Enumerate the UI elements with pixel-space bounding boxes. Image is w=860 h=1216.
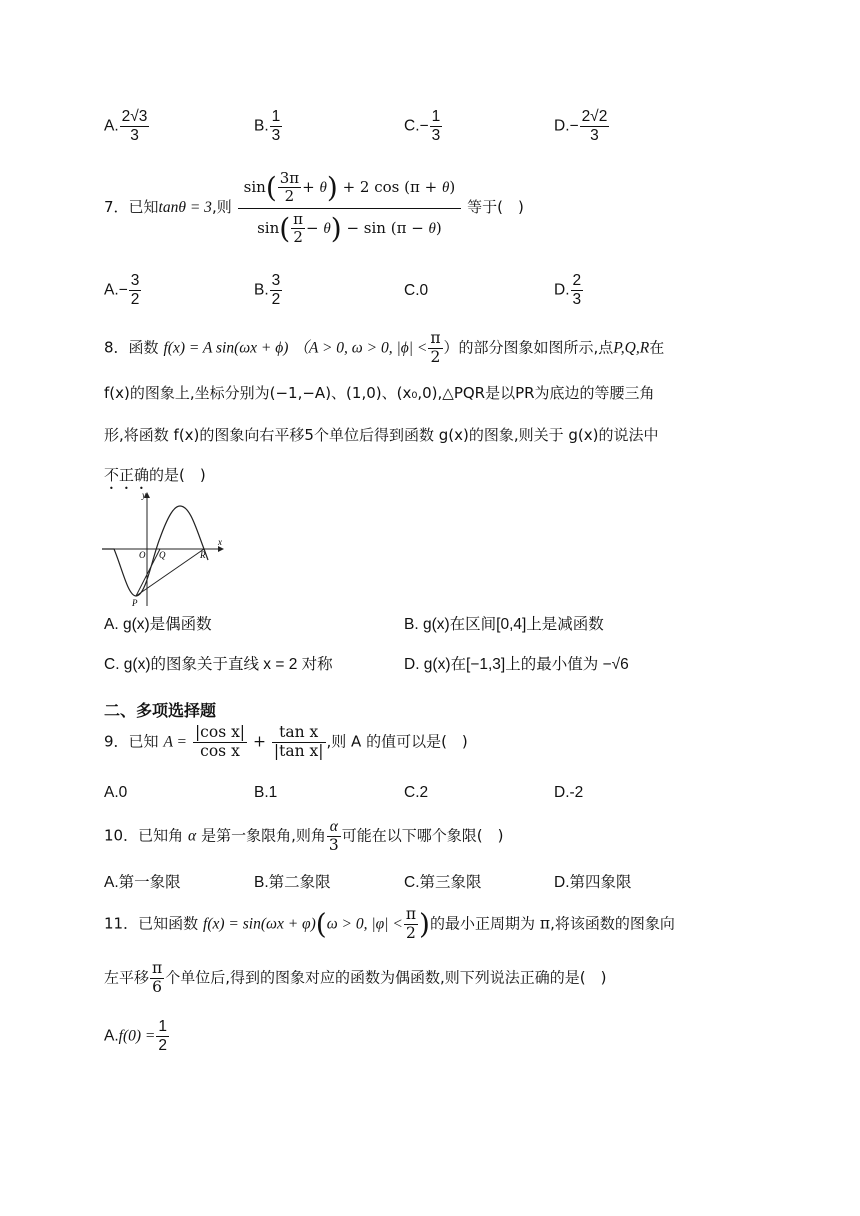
q8-line-3: 形,将函数 f(x)的图象向右平移5个单位后得到函数 g(x)的图象,则关于 g(x)的说法中 (104, 426, 659, 444)
q8-line-1: 8．函数 f(x) = A sin(ωx + ϕ) （A > 0, ω > 0, |ϕ| < $\frac{\pi}{2}$ ）的部分图象如图所示,点P,Q,R在 (104, 329, 665, 366)
q6-option-d: D.− $\frac{2√2}{3}$ (554, 108, 608, 144)
q9-stem: 9．已知 A = $\frac{\text{|cos x|}}{\text{cos x}}$ + $\frac{\text{tan x}}{\text{|tan x|}}$ ,则 A 的值可以是( ) (104, 723, 468, 760)
q8-option-b: B. g(x)在区间[0,4]上是减函数 (404, 616, 604, 633)
q9-option-d: D.-2 (554, 784, 584, 801)
q7-option-d: D. $\frac{2}{3}$ (554, 272, 582, 308)
q8-option-c: C. g(x)的图象关于直线 x = 2 对称 (104, 656, 333, 673)
q11-option-a: A.f(0) = $\frac{1}{2}$ (104, 1018, 167, 1054)
q11-line-2: 左平移 $\frac{\pi}{6}$ 个单位后,得到的图象对应的函数为偶函数,则下列说法正确的是( ) (104, 959, 607, 996)
q7-stem: 7．已知tanθ = 3,则 sin( $\frac{3\pi}{2}$ + θ) + 2 cos (π + θ) sin( $\frac{\pi}{2}$ − θ) − sin (π − θ) 等于( ) (104, 169, 524, 246)
q9-option-b: B.1 (254, 784, 278, 801)
q9-option-a: A.0 (104, 784, 128, 801)
q6-option-c: C.− $\frac{1}{3}$ (404, 108, 441, 144)
q7-option-b: B. $\frac{3}{2}$ (254, 272, 281, 308)
graph-r-label: R (200, 550, 206, 560)
q8-line-2: f(x)的图象上,坐标分别为(−1,−A)、(1,0)、(x₀,0),△PQR是以PR为底边的等腰三角 (104, 384, 655, 402)
graph-x-label: x (218, 537, 222, 547)
q6-option-b: B. $\frac{1}{3}$ (254, 108, 281, 144)
q10-option-c: C.第三象限 (404, 874, 482, 891)
q8-option-a: A. g(x)是偶函数 (104, 616, 212, 633)
graph-p-label: P (132, 598, 138, 608)
q8-line-4: 不正确的是( ) (104, 466, 206, 484)
q7-option-a: A.− $\frac{3}{2}$ (104, 272, 140, 308)
q7-option-c: C.0 (404, 282, 429, 299)
q10-option-b: B.第二象限 (254, 874, 331, 891)
q8-option-d: D. g(x)在[−1,3]上的最小值为 −√6 (404, 656, 629, 673)
q10-stem: 10．已知角 α 是第一象限角,则角 $\frac{\alpha}{3}$ 可能在以下哪个象限( ) (104, 818, 504, 854)
q10-option-a: A.第一象限 (104, 874, 181, 891)
q10-option-d: D.第四象限 (554, 874, 632, 891)
q6-option-a: A. $\frac{2√3}{3}$ (104, 108, 148, 144)
section-heading-multiple-choice: 二、多项选择题 (104, 701, 217, 720)
q8-function-graph (100, 488, 230, 608)
q11-line-1: 11．已知函数 f(x) = sin(ωx + φ)(ω > 0, |φ| < $\frac{\pi}{2}$ )的最小正周期为 π,将该函数的图象向 (104, 905, 675, 942)
graph-q-label: Q (159, 550, 166, 560)
q9-option-c: C.2 (404, 784, 429, 801)
graph-y-label: y (142, 490, 146, 500)
graph-origin-label: O (139, 550, 146, 560)
